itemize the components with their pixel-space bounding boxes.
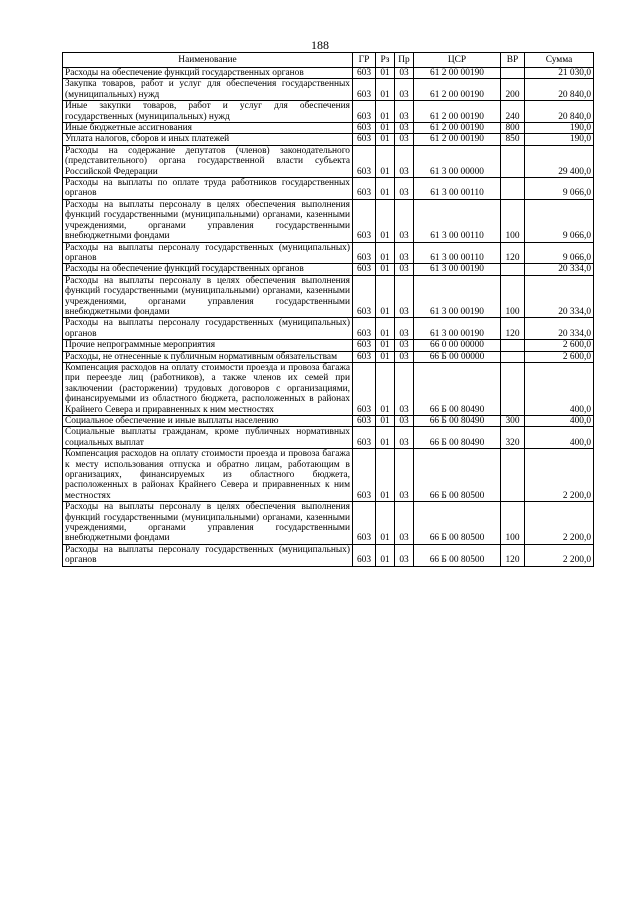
row-csr: 66 0 00 00000	[414, 340, 501, 351]
row-vr: 120	[501, 242, 525, 264]
row-gr: 603	[353, 79, 376, 101]
row-rz: 01	[376, 178, 395, 200]
row-sum: 20 334,0	[525, 318, 594, 340]
row-sum: 20 334,0	[525, 275, 594, 318]
row-gr: 603	[353, 275, 376, 318]
row-gr: 603	[353, 264, 376, 275]
budget-table	[62, 52, 594, 567]
row-pr: 03	[395, 351, 414, 362]
table-row	[63, 101, 594, 123]
row-gr: 603	[353, 351, 376, 362]
row-pr: 03	[395, 101, 414, 123]
table-row	[63, 449, 594, 502]
row-sum: 400,0	[525, 362, 594, 415]
header-vr: ВР	[501, 53, 525, 68]
row-vr	[501, 340, 525, 351]
row-vr: 100	[501, 502, 525, 545]
row-csr: 61 2 00 00190	[414, 123, 501, 134]
row-vr: 240	[501, 101, 525, 123]
row-csr: 66 Б 00 80500	[414, 502, 501, 545]
row-csr: 66 Б 00 80490	[414, 416, 501, 427]
row-gr: 603	[353, 134, 376, 145]
table-row	[63, 134, 594, 145]
header-rz: Рз	[376, 53, 395, 68]
row-sum: 20 334,0	[525, 264, 594, 275]
row-gr: 603	[353, 449, 376, 502]
row-pr: 03	[395, 134, 414, 145]
row-name: Расходы на выплаты персоналу государственных (муниципальных) органов	[63, 242, 353, 264]
row-pr: 03	[395, 362, 414, 415]
header-pr: Пр	[395, 53, 414, 68]
row-gr: 603	[353, 416, 376, 427]
row-vr	[501, 362, 525, 415]
table-row	[63, 79, 594, 101]
row-pr: 03	[395, 264, 414, 275]
row-csr: 61 3 00 00110	[414, 199, 501, 242]
row-sum: 190,0	[525, 123, 594, 134]
table-row	[63, 242, 594, 264]
row-pr: 03	[395, 318, 414, 340]
row-vr: 850	[501, 134, 525, 145]
row-rz: 01	[376, 145, 395, 177]
row-csr: 66 Б 00 00000	[414, 351, 501, 362]
row-vr: 320	[501, 427, 525, 449]
page-number: 188	[311, 38, 329, 52]
table-row	[63, 264, 594, 275]
row-pr: 03	[395, 427, 414, 449]
row-rz: 01	[376, 427, 395, 449]
row-name: Расходы на обеспечение функций государственных органов	[63, 264, 353, 275]
row-sum: 9 066,0	[525, 178, 594, 200]
row-name: Социальные выплаты гражданам, кроме публичных нормативных социальных выплат	[63, 427, 353, 449]
row-gr: 603	[353, 145, 376, 177]
row-csr: 66 Б 00 80500	[414, 449, 501, 502]
row-sum: 2 200,0	[525, 544, 594, 566]
row-rz: 01	[376, 351, 395, 362]
row-name: Уплата налогов, сборов и иных платежей	[63, 134, 353, 145]
table-row	[63, 68, 594, 79]
row-sum: 2 600,0	[525, 351, 594, 362]
row-gr: 603	[353, 68, 376, 79]
table-row	[63, 145, 594, 177]
table-row	[63, 340, 594, 351]
row-rz: 01	[376, 101, 395, 123]
row-csr: 61 3 00 00190	[414, 318, 501, 340]
row-vr: 120	[501, 544, 525, 566]
row-rz: 01	[376, 275, 395, 318]
row-csr: 61 2 00 00190	[414, 79, 501, 101]
row-pr: 03	[395, 242, 414, 264]
row-pr: 03	[395, 123, 414, 134]
row-sum: 20 840,0	[525, 101, 594, 123]
row-pr: 03	[395, 416, 414, 427]
row-csr: 61 3 00 00110	[414, 178, 501, 200]
row-rz: 01	[376, 449, 395, 502]
header-csr: ЦСР	[414, 53, 501, 68]
row-name: Расходы на выплаты персоналу в целях обеспечения выполнения функций государственными (муниципальными) органами, казенными учреждениями, органами управления государственными внебюджетными фондами	[63, 502, 353, 545]
table-row	[63, 416, 594, 427]
row-pr: 03	[395, 449, 414, 502]
row-name: Расходы на выплаты персоналу в целях обеспечения выполнения функций государственными (муниципальными) органами, казенными учреждениями, органами управления государственными внебюджетными фондами	[63, 275, 353, 318]
row-sum: 190,0	[525, 134, 594, 145]
table-header-row	[63, 53, 594, 68]
row-vr	[501, 264, 525, 275]
row-gr: 603	[353, 340, 376, 351]
row-pr: 03	[395, 502, 414, 545]
row-vr: 120	[501, 318, 525, 340]
row-vr	[501, 145, 525, 177]
row-rz: 01	[376, 502, 395, 545]
row-name: Расходы на выплаты по оплате труда работников государственных органов	[63, 178, 353, 200]
row-sum: 9 066,0	[525, 199, 594, 242]
row-sum: 29 400,0	[525, 145, 594, 177]
row-sum: 2 600,0	[525, 340, 594, 351]
row-csr: 61 3 00 00000	[414, 145, 501, 177]
table-row	[63, 502, 594, 545]
row-csr: 61 3 00 00190	[414, 264, 501, 275]
row-pr: 03	[395, 340, 414, 351]
row-gr: 603	[353, 502, 376, 545]
table-row	[63, 123, 594, 134]
row-vr	[501, 178, 525, 200]
row-pr: 03	[395, 275, 414, 318]
row-name: Прочие непрограммные мероприятия	[63, 340, 353, 351]
row-rz: 01	[376, 79, 395, 101]
row-name: Компенсация расходов на оплату стоимости проезда и провоза багажа к месту использования отпуска и обратно лицам, работающим в организациях, финансируемых из областного бюджета, расположенных в районах Крайнего Севера и приравненных к ним местностях	[63, 449, 353, 502]
row-name: Закупка товаров, работ и услуг для обеспечения государственных (муниципальных) нужд	[63, 79, 353, 101]
row-name: Компенсация расходов на оплату стоимости проезда и провоза багажа при переезде лиц (работников), а также членов их семей при заключении (расторжении) трудовых договоров с организациями, финансируемыми из областного бюджета, расположенных в районах Крайнего Севера и приравненных к ним местностях	[63, 362, 353, 415]
row-sum: 21 030,0	[525, 68, 594, 79]
row-pr: 03	[395, 178, 414, 200]
row-name: Расходы, не отнесенные к публичным нормативным обязательствам	[63, 351, 353, 362]
row-gr: 603	[353, 544, 376, 566]
row-name: Иные бюджетные ассигнования	[63, 123, 353, 134]
row-vr	[501, 68, 525, 79]
table-row	[63, 318, 594, 340]
row-gr: 603	[353, 123, 376, 134]
row-csr: 61 2 00 00190	[414, 68, 501, 79]
row-sum: 20 840,0	[525, 79, 594, 101]
row-vr: 300	[501, 416, 525, 427]
row-vr: 100	[501, 275, 525, 318]
row-gr: 603	[353, 427, 376, 449]
row-csr: 66 Б 00 80490	[414, 427, 501, 449]
table-row	[63, 178, 594, 200]
row-rz: 01	[376, 134, 395, 145]
row-csr: 61 2 00 00190	[414, 101, 501, 123]
row-gr: 603	[353, 242, 376, 264]
row-rz: 01	[376, 199, 395, 242]
row-name: Расходы на выплаты персоналу в целях обеспечения выполнения функций государственными (муниципальными) органами, казенными учреждениями, органами управления государственными внебюджетными фондами	[63, 199, 353, 242]
header-name: Наименование	[63, 53, 353, 68]
row-pr: 03	[395, 79, 414, 101]
row-sum: 2 200,0	[525, 449, 594, 502]
row-sum: 9 066,0	[525, 242, 594, 264]
row-csr: 61 2 00 00190	[414, 134, 501, 145]
row-pr: 03	[395, 199, 414, 242]
header-gr: ГР	[353, 53, 376, 68]
row-rz: 01	[376, 123, 395, 134]
row-rz: 01	[376, 68, 395, 79]
row-sum: 400,0	[525, 416, 594, 427]
row-rz: 01	[376, 362, 395, 415]
header-sum: Сумма	[525, 53, 594, 68]
row-vr: 100	[501, 199, 525, 242]
row-rz: 01	[376, 544, 395, 566]
table-row	[63, 544, 594, 566]
row-vr: 800	[501, 123, 525, 134]
row-gr: 603	[353, 178, 376, 200]
row-csr: 61 3 00 00190	[414, 275, 501, 318]
row-csr: 61 3 00 00110	[414, 242, 501, 264]
row-rz: 01	[376, 242, 395, 264]
row-csr: 66 Б 00 80490	[414, 362, 501, 415]
row-vr	[501, 351, 525, 362]
table-row	[63, 275, 594, 318]
row-pr: 03	[395, 145, 414, 177]
row-sum: 2 200,0	[525, 502, 594, 545]
row-name: Расходы на выплаты персоналу государственных (муниципальных) органов	[63, 544, 353, 566]
row-rz: 01	[376, 416, 395, 427]
row-vr: 200	[501, 79, 525, 101]
table-row	[63, 427, 594, 449]
row-pr: 03	[395, 544, 414, 566]
table-row	[63, 199, 594, 242]
row-csr: 66 Б 00 80500	[414, 544, 501, 566]
row-sum: 400,0	[525, 427, 594, 449]
row-name: Иные закупки товаров, работ и услуг для обеспечения государственных (муниципальных) нужд	[63, 101, 353, 123]
row-name: Расходы на содержание депутатов (членов) законодательного (представительного) органа государственной власти субъекта Российской Федерации	[63, 145, 353, 177]
row-gr: 603	[353, 101, 376, 123]
row-rz: 01	[376, 264, 395, 275]
row-vr	[501, 449, 525, 502]
row-rz: 01	[376, 340, 395, 351]
table-row	[63, 362, 594, 415]
row-gr: 603	[353, 318, 376, 340]
row-name: Расходы на обеспечение функций государственных органов	[63, 68, 353, 79]
row-name: Расходы на выплаты персоналу государственных (муниципальных) органов	[63, 318, 353, 340]
table-row	[63, 351, 594, 362]
row-pr: 03	[395, 68, 414, 79]
row-rz: 01	[376, 318, 395, 340]
row-gr: 603	[353, 199, 376, 242]
row-gr: 603	[353, 362, 376, 415]
row-name: Социальное обеспечение и иные выплаты населению	[63, 416, 353, 427]
